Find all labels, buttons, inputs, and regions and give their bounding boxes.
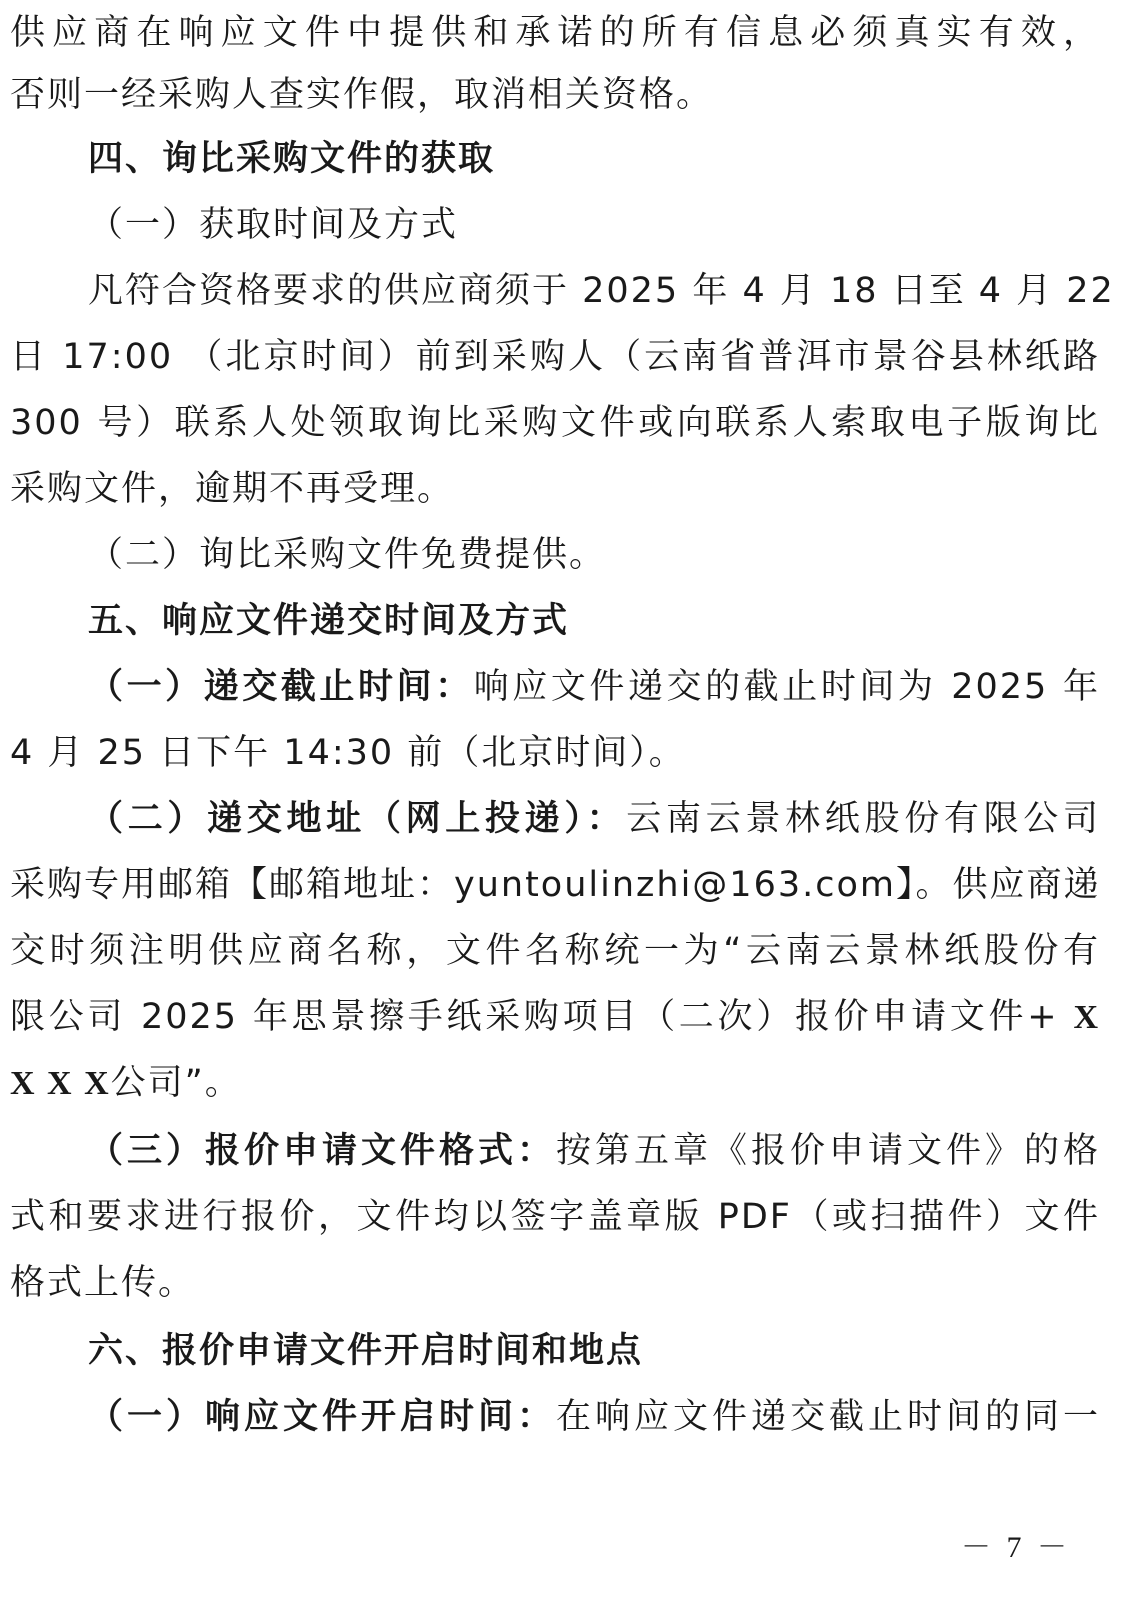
paragraph-line [10,390,1100,456]
text: 否则一经采购人查实作假，取消相关资格。 [10,75,714,115]
text: 格式上传。 [10,1263,196,1303]
item-label: （二）递交地址（网上投递）： [88,799,627,839]
paragraph-line [10,852,1100,918]
paragraph-line [10,918,1100,984]
paragraph-line [10,1050,1100,1116]
item-label: （一）递交截止时间： [88,667,474,707]
paragraph-line [88,1118,1100,1184]
placeholder-x: X X X [10,1065,111,1102]
text: 300 号）联系人处领取询比采购文件或向联系人索取电子版询比 [10,403,1100,443]
subsection-line [88,522,1100,588]
text: 日 17:00 （北京时间）前到采购人（云南省普洱市景谷县林纸路 [10,337,1100,377]
item-label: （三）报价申请文件格式： [88,1131,556,1171]
paragraph-line [10,0,1100,66]
text: 按第五章《报价申请文件》的格 [556,1131,1100,1171]
paragraph-line [88,1384,1100,1450]
text: 在响应文件递交截止时间的同一 [556,1397,1100,1437]
page-number: － 7 － [961,1531,1071,1564]
section-heading [88,588,1100,654]
paragraph-line [10,456,1100,522]
text: 公司”。 [110,1063,242,1103]
paragraph-line [10,324,1100,390]
text: 4 月 25 日下午 14:30 前（北京时间）。 [10,733,686,773]
heading-text: 六、报价申请文件开启时间和地点 [88,1331,644,1371]
paragraph-line [10,1250,1100,1316]
section-heading [88,1318,1100,1384]
text: 交时须注明供应商名称，文件名称统一为“云南云景林纸股份有 [10,931,1100,971]
placeholder-x: X [1073,999,1100,1036]
section-heading [88,126,1100,192]
paragraph-line [88,786,1100,852]
text: （二）询比采购文件免费提供。 [88,535,607,575]
text: 云南云景林纸股份有限公司 [626,799,1100,839]
subsection-heading [88,192,1100,258]
text: 采购专用邮箱【邮箱地址：yuntoulinzhi@163.com】。供应商递 [10,865,1101,905]
heading-text: 五、响应文件递交时间及方式 [88,601,570,641]
paragraph-line [10,62,1100,128]
text: 凡符合资格要求的供应商须于 2025 年 4 月 18 日至 4 月 22 [88,271,1115,311]
item-label: （一）响应文件开启时间： [88,1397,556,1437]
text: 式和要求进行报价，文件均以签字盖章版 PDF（或扫描件）文件 [10,1197,1100,1237]
paragraph-line [88,654,1100,720]
text: 采购文件，逾期不再受理。 [10,469,455,509]
text: 供应商在响应文件中提供和承诺的所有信息必须真实有效， [10,13,1100,53]
paragraph-line [10,1184,1100,1250]
text: （一）获取时间及方式 [88,205,459,245]
paragraph-line [10,984,1100,1050]
paragraph-line [88,258,1115,324]
heading-text: 四、询比采购文件的获取 [88,139,496,179]
paragraph-line [10,720,1100,786]
text: 响应文件递交的截止时间为 2025 年 [473,667,1100,707]
text: 限公司 2025 年思景擦手纸采购项目（二次）报价申请文件+ [10,997,1074,1037]
